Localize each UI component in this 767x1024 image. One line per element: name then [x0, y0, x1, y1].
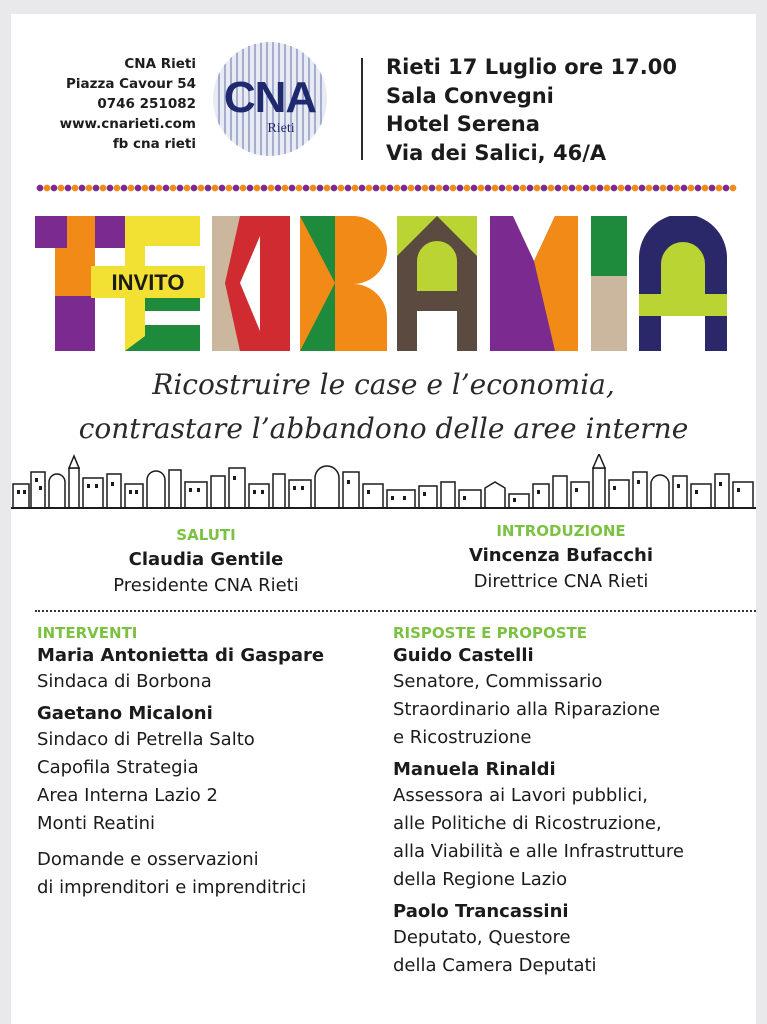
speaker-role-line: Senatore, Commissario	[393, 671, 603, 692]
note-line: di imprenditori e imprenditrici	[37, 877, 307, 898]
invito-badge: INVITO	[111, 270, 185, 295]
speaker-role-line: Sindaca di Borbona	[37, 671, 212, 692]
speaker-role-line: Assessora ai Lavori pubblici,	[393, 785, 648, 806]
introduzione-label: INTRODUZIONE	[496, 522, 626, 540]
contact-line: fb cna rieti	[112, 136, 196, 152]
speaker-name: Guido Castelli	[393, 645, 534, 666]
logo-subtext: Rieti	[267, 121, 295, 136]
speaker-role-line: Area Interna Lazio 2	[37, 785, 218, 806]
introduzione-block	[441, 522, 681, 596]
city-skyline-illustration	[11, 454, 756, 510]
contact-info	[60, 54, 196, 154]
speaker-role-line: della Camera Deputati	[393, 955, 597, 976]
event-details	[386, 53, 677, 167]
speaker-name: Paolo Trancassini	[393, 901, 569, 922]
note-line: Domande e osservazioni	[37, 849, 259, 870]
header-divider	[361, 58, 363, 160]
speaker-block	[393, 644, 753, 752]
saluti-role: Presidente CNA Rieti	[113, 575, 299, 596]
dotted-divider	[35, 610, 756, 612]
speaker-role-line: Capofila Strategia	[37, 757, 199, 778]
invitation-page	[11, 14, 756, 1024]
speaker-block	[37, 702, 377, 838]
speaker-role-line: e Ricostruzione	[393, 727, 532, 748]
speaker-name: Manuela Rinaldi	[393, 759, 556, 780]
subtitle-line-2: contrastare l’abbandono delle aree interne	[78, 412, 689, 445]
speaker-block	[393, 758, 753, 894]
contact-line: CNA Rieti	[124, 56, 196, 72]
speaker-role-line: Straordinario alla Riparazione	[393, 699, 661, 720]
speaker-role-line: alla Viabilità e alle Infrastrutture	[393, 841, 684, 862]
event-address: Via dei Salici, 46/A	[386, 140, 607, 165]
speaker-block	[393, 900, 753, 980]
logo-text: CNA	[223, 73, 317, 122]
speaker-role-line: Deputato, Questore	[393, 927, 571, 948]
event-date: Rieti 17 Luglio ore 17.00	[386, 55, 677, 79]
event-hotel: Hotel Serena	[386, 112, 540, 136]
contact-line: 0746 251082	[97, 96, 196, 112]
subtitle-line-1: Ricostruire le case e l’economia,	[152, 368, 615, 401]
speaker-role-line: della Regione Lazio	[393, 869, 568, 890]
interventi-label: INTERVENTI	[37, 624, 138, 642]
questions-note	[37, 846, 377, 902]
speaker-role-line: Sindaco di Petrella Salto	[37, 729, 255, 750]
speaker-role-line: Monti Reatini	[37, 813, 156, 834]
saluti-block	[101, 526, 311, 600]
introduzione-name: Vincenza Bufacchi	[468, 545, 654, 566]
saluti-name: Claudia Gentile	[128, 549, 284, 570]
saluti-label: SALUTI	[176, 526, 236, 544]
terramia-title	[35, 216, 735, 351]
cna-logo	[211, 40, 329, 158]
speaker-role-line: alle Politiche di Ricostruzione,	[393, 813, 662, 834]
speaker-name: Maria Antonietta di Gaspare	[37, 645, 325, 666]
speaker-name: Gaetano Micaloni	[37, 703, 213, 724]
contact-line: www.cnarieti.com	[59, 116, 196, 132]
speaker-block	[37, 644, 377, 696]
introduzione-role: Direttrice CNA Rieti	[473, 571, 649, 592]
risposte-label: RISPOSTE E PROPOSTE	[393, 624, 587, 642]
event-venue: Sala Convegni	[386, 83, 554, 108]
contact-line: Piazza Cavour 54	[65, 76, 196, 92]
dotted-band-orange	[40, 184, 740, 192]
risposte-column	[393, 624, 753, 980]
interventi-column	[37, 624, 377, 902]
